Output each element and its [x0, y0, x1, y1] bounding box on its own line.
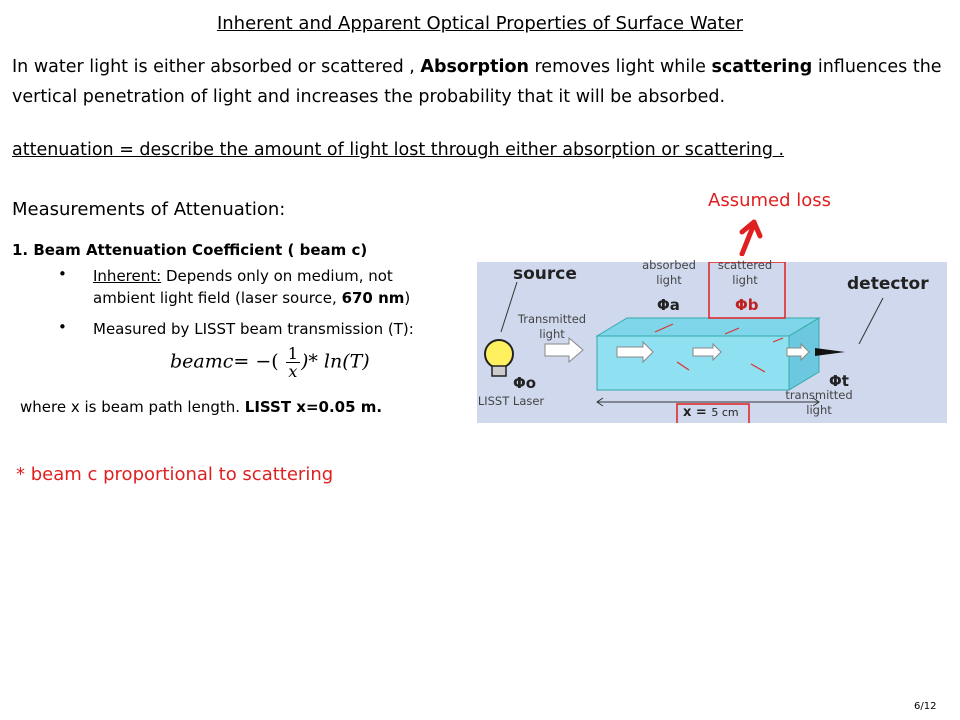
formula-denominator: x — [288, 362, 298, 381]
page-number: 6/12 — [914, 701, 937, 712]
intro-bold-absorption: Absorption — [420, 57, 529, 77]
bullet-dot: • — [58, 318, 67, 336]
bullet-inherent-text: Depends only on medium, not — [161, 267, 393, 285]
detector-pointer — [859, 298, 883, 344]
formula-rhs: )* ln(T) — [300, 350, 370, 373]
x-equals-label — [683, 405, 739, 420]
phi-b-symbol: Φb — [735, 296, 759, 314]
where-text: where x is beam path length. — [20, 398, 245, 416]
bullet-dot: • — [58, 265, 67, 283]
formula-numerator: 1 — [287, 344, 298, 363]
where-note — [20, 398, 382, 416]
red-arrow-icon — [736, 218, 766, 256]
bullet-measured: Measured by LISST beam transmission (T): — [93, 320, 414, 338]
phi-a-symbol: Φa — [657, 296, 680, 314]
formula-lhs: beamc — [170, 350, 234, 373]
detector-arrow-head — [815, 348, 845, 356]
beam-coefficient-heading: 1. Beam Attenuation Coefficient ( beam c) — [12, 241, 368, 259]
transmitted-light-left-label: Transmitted light — [517, 312, 587, 341]
formula-eq: = −( — [233, 350, 279, 373]
bullet-inherent-label: Inherent: — [93, 267, 162, 285]
bullet-inherent-line2c: ) — [404, 289, 411, 307]
beam-c-note: * beam c proportional to scattering — [16, 464, 334, 485]
attenuation-definition: attenuation = describe the amount of light lost through either absorption or scattering . — [12, 140, 785, 160]
intro-part3: influences the vertical penetration of light and increases the probability that it will be absorbed. — [12, 57, 942, 107]
measurements-heading: Measurements of Attenuation: — [12, 199, 286, 220]
bulb-base — [492, 366, 506, 376]
intro-paragraph — [12, 52, 952, 112]
absorbed-light-label: absorbed light — [642, 258, 696, 287]
x-eq: x = — [683, 405, 707, 420]
bullet-inherent-wavelength: 670 nm — [341, 289, 405, 307]
box-top-face — [597, 318, 819, 336]
formula-fraction — [286, 345, 300, 380]
transmitted-light-right-label: transmitted light — [785, 388, 853, 417]
lisst-diagram — [477, 258, 947, 423]
intro-part1: In water light is either absorbed or scattered , — [12, 57, 421, 77]
bulb-glass — [485, 340, 513, 368]
beam-c-formula — [170, 345, 370, 380]
phi-t-symbol: Φt — [829, 372, 849, 390]
phi-o-symbol: Φo — [513, 374, 537, 392]
box-front-face — [597, 336, 789, 390]
bullet-inherent — [93, 265, 463, 309]
bullet-inherent-line2a: ambient light field (laser source, — [93, 289, 342, 307]
intro-bold-scattering: scattering — [711, 57, 813, 77]
where-bold: LISST x=0.05 m. — [244, 398, 383, 416]
assumed-loss-label: Assumed loss — [708, 190, 832, 211]
intro-part2: removes light while — [528, 57, 712, 77]
lisst-laser-label: LISST Laser — [477, 394, 545, 408]
detector-label: detector — [847, 274, 929, 294]
x-value: 5 cm — [711, 406, 739, 419]
scattered-light-label: scattered light — [717, 258, 773, 287]
slide-title: Inherent and Apparent Optical Properties of Surface Water — [216, 13, 744, 34]
source-label: source — [513, 264, 577, 284]
